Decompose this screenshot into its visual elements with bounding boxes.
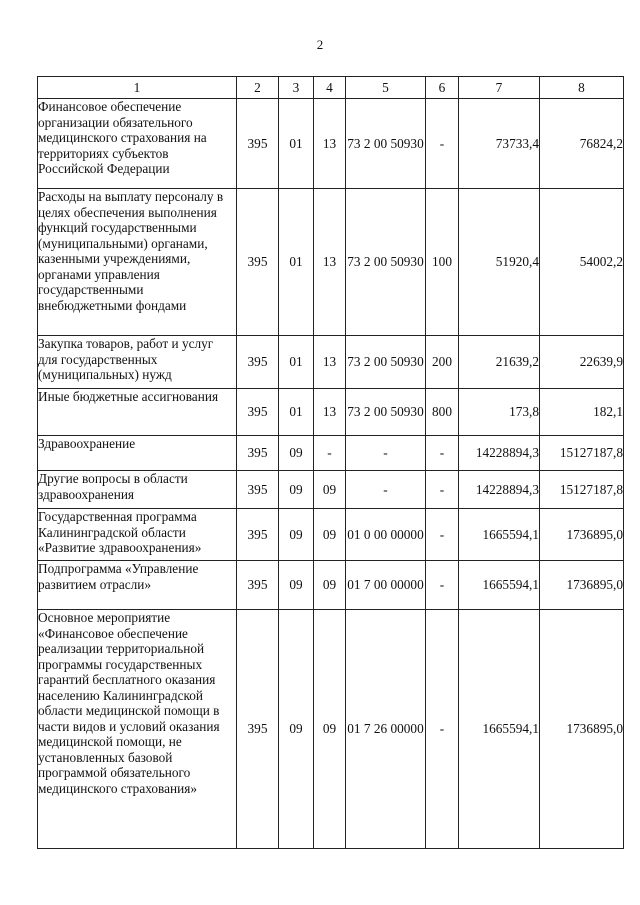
- row-section-code: 01: [279, 189, 314, 336]
- row-amount-8: 1736895,0: [540, 561, 624, 610]
- header-col-4: 4: [314, 77, 346, 99]
- row-target-code: 73 2 00 50930: [346, 99, 426, 189]
- table-row: [38, 99, 624, 189]
- row-expense-type: -: [426, 509, 459, 561]
- row-name: Финансовое обеспечение организации обязательного медицинского страхования на территориях субъектов Российской Федерации: [38, 99, 237, 189]
- row-expense-type: 800: [426, 389, 459, 436]
- row-section-code: 01: [279, 336, 314, 389]
- table-row: [38, 389, 624, 436]
- row-expense-type: 200: [426, 336, 459, 389]
- row-amount-8: 22639,9: [540, 336, 624, 389]
- table-row: [38, 471, 624, 509]
- row-amount-7: 51920,4: [459, 189, 540, 336]
- header-row: [38, 77, 624, 99]
- row-section-code: 09: [279, 471, 314, 509]
- row-name: Подпрограмма «Управление развитием отрасли»: [38, 561, 237, 610]
- row-ministry-code: 395: [237, 336, 279, 389]
- row-expense-type: -: [426, 561, 459, 610]
- row-amount-8: 76824,2: [540, 99, 624, 189]
- row-amount-7: 1665594,1: [459, 561, 540, 610]
- row-ministry-code: 395: [237, 561, 279, 610]
- header-col-8: 8: [540, 77, 624, 99]
- row-name: Иные бюджетные ассигнования: [38, 389, 237, 436]
- row-section-code: 09: [279, 610, 314, 849]
- row-subsection-code: 09: [314, 561, 346, 610]
- row-amount-7: 73733,4: [459, 99, 540, 189]
- row-subsection-code: 09: [314, 471, 346, 509]
- row-section-code: 01: [279, 389, 314, 436]
- row-expense-type: -: [426, 610, 459, 849]
- row-name: Другие вопросы в области здравоохранения: [38, 471, 237, 509]
- row-subsection-code: 13: [314, 189, 346, 336]
- row-target-code: 01 7 26 00000: [346, 610, 426, 849]
- row-expense-type: -: [426, 99, 459, 189]
- table-row: [38, 189, 624, 336]
- row-expense-type: -: [426, 436, 459, 471]
- table-row: [38, 509, 624, 561]
- row-name: Основное мероприятие «Финансовое обеспечение реализации территориальной программы государственных гарантий бесплатного оказания населению Калининградской области медицинской помощи в части видов и условий оказания медицинской помощи, не установленных базовой программой обязательного медицинского страхования»: [38, 610, 237, 849]
- row-amount-8: 15127187,8: [540, 471, 624, 509]
- row-target-code: -: [346, 436, 426, 471]
- row-target-code: 01 0 00 00000: [346, 509, 426, 561]
- row-amount-7: 21639,2: [459, 336, 540, 389]
- row-amount-8: 54002,2: [540, 189, 624, 336]
- row-expense-type: -: [426, 471, 459, 509]
- page-number: 2: [316, 37, 324, 52]
- row-amount-8: 15127187,8: [540, 436, 624, 471]
- row-amount-7: 1665594,1: [459, 509, 540, 561]
- table-row: [38, 610, 624, 849]
- header-col-1: 1: [38, 77, 237, 99]
- row-subsection-code: 13: [314, 99, 346, 189]
- row-subsection-code: 09: [314, 610, 346, 849]
- row-name: Здравоохранение: [38, 436, 237, 471]
- budget-table: [37, 76, 624, 849]
- row-ministry-code: 395: [237, 471, 279, 509]
- row-ministry-code: 395: [237, 389, 279, 436]
- row-ministry-code: 395: [237, 509, 279, 561]
- row-section-code: 09: [279, 509, 314, 561]
- row-amount-8: 1736895,0: [540, 509, 624, 561]
- row-target-code: -: [346, 471, 426, 509]
- row-target-code: 73 2 00 50930: [346, 389, 426, 436]
- row-section-code: 09: [279, 436, 314, 471]
- row-section-code: 01: [279, 99, 314, 189]
- header-col-7: 7: [459, 77, 540, 99]
- row-amount-8: 1736895,0: [540, 610, 624, 849]
- header-col-6: 6: [426, 77, 459, 99]
- row-amount-8: 182,1: [540, 389, 624, 436]
- row-ministry-code: 395: [237, 436, 279, 471]
- row-section-code: 09: [279, 561, 314, 610]
- row-amount-7: 14228894,3: [459, 471, 540, 509]
- row-ministry-code: 395: [237, 610, 279, 849]
- table-row: [38, 436, 624, 471]
- header-col-3: 3: [279, 77, 314, 99]
- header-col-2: 2: [237, 77, 279, 99]
- row-amount-7: 14228894,3: [459, 436, 540, 471]
- row-subsection-code: 09: [314, 509, 346, 561]
- row-target-code: 01 7 00 00000: [346, 561, 426, 610]
- table-row: [38, 336, 624, 389]
- row-ministry-code: 395: [237, 189, 279, 336]
- row-target-code: 73 2 00 50930: [346, 189, 426, 336]
- row-amount-7: 173,8: [459, 389, 540, 436]
- row-expense-type: 100: [426, 189, 459, 336]
- row-subsection-code: 13: [314, 389, 346, 436]
- row-subsection-code: -: [314, 436, 346, 471]
- row-name: Государственная программа Калининградской области «Развитие здравоохранения»: [38, 509, 237, 561]
- header-col-5: 5: [346, 77, 426, 99]
- row-amount-7: 1665594,1: [459, 610, 540, 849]
- row-name: Расходы на выплату персоналу в целях обеспечения выполнения функций государственными (муниципальными) органами, казенными учреждениями, органами управления государственными внебюджетными фондами: [38, 189, 237, 336]
- row-ministry-code: 395: [237, 99, 279, 189]
- table-row: [38, 561, 624, 610]
- row-name: Закупка товаров, работ и услуг для государственных (муниципальных) нужд: [38, 336, 237, 389]
- row-subsection-code: 13: [314, 336, 346, 389]
- row-target-code: 73 2 00 50930: [346, 336, 426, 389]
